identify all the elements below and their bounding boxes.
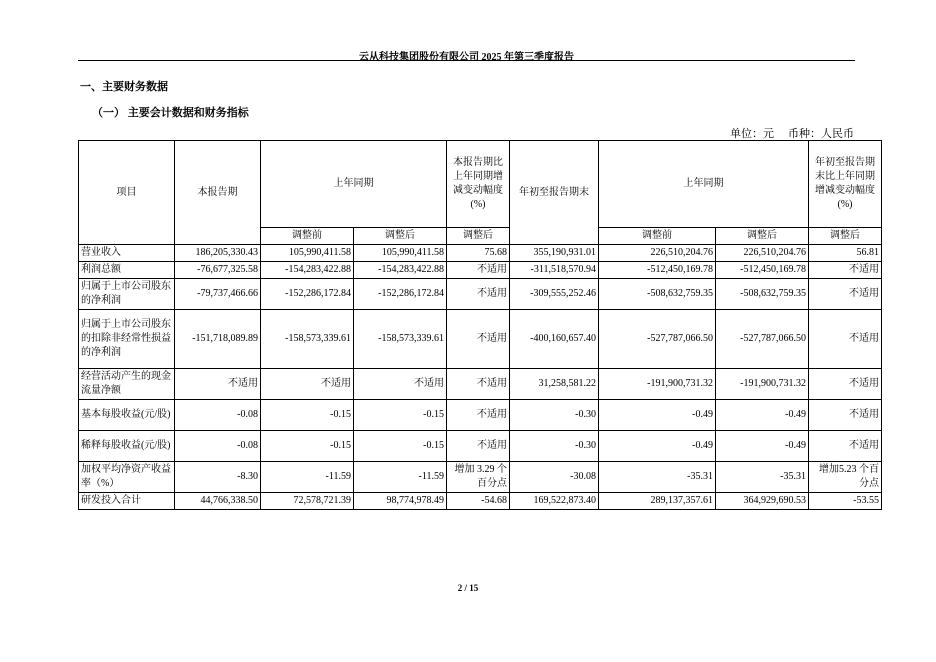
- cell-current: -0.08: [175, 431, 261, 462]
- cell-change: 不适用: [447, 400, 510, 431]
- cell-prior-before-2: -35.31: [599, 462, 716, 493]
- cell-prior-before-2: 226,510,204.76: [599, 245, 716, 262]
- row-label: 经营活动产生的现金流量净额: [79, 369, 175, 400]
- header-prior-year-2: 上年同期: [599, 141, 809, 228]
- cell-prior-after-2: -35.31: [716, 462, 809, 493]
- cell-change: 不适用: [447, 310, 510, 369]
- cell-prior-before-2: 289,137,357.61: [599, 493, 716, 510]
- cell-change-2: 不适用: [809, 279, 882, 310]
- page-number: 2 / 15: [457, 583, 479, 593]
- cell-prior-before: -158,573,339.61: [261, 310, 354, 369]
- cell-current: -8.30: [175, 462, 261, 493]
- cell-current: -151,718,089.89: [175, 310, 261, 369]
- table-row: [79, 369, 882, 400]
- table-row: [79, 279, 882, 310]
- cell-prior-after: -152,286,172.84: [354, 279, 447, 310]
- cell-prior-before: -0.15: [261, 431, 354, 462]
- cell-prior-after: -158,573,339.61: [354, 310, 447, 369]
- row-label: 基本每股收益(元/股): [79, 400, 175, 431]
- cell-prior-after: 105,990,411.58: [354, 245, 447, 262]
- header-after-adj-pct: 调整后: [447, 228, 510, 245]
- cell-ytd: -0.30: [510, 400, 599, 431]
- cell-prior-after-2: -508,632,759.35: [716, 279, 809, 310]
- unit-line: [716, 125, 854, 141]
- cell-prior-after-2: -0.49: [716, 431, 809, 462]
- cell-current: -0.08: [175, 400, 261, 431]
- cell-change: 增加 3.29 个百分点: [447, 462, 510, 493]
- cell-prior-before: 72,578,721.39: [261, 493, 354, 510]
- row-label: 研发投入合计: [79, 493, 175, 510]
- row-label: 利润总额: [79, 262, 175, 279]
- cell-prior-before-2: -508,632,759.35: [599, 279, 716, 310]
- cell-prior-before: 105,990,411.58: [261, 245, 354, 262]
- cell-change-2: 不适用: [809, 400, 882, 431]
- header-before-adj: 调整前: [261, 228, 354, 245]
- cell-current: 44,766,338.50: [175, 493, 261, 510]
- header-after-adj: 调整后: [354, 228, 447, 245]
- row-label: 归属于上市公司股东的扣除非经常性损益的净利润: [79, 310, 175, 369]
- cell-ytd: -30.08: [510, 462, 599, 493]
- table-row: [79, 245, 882, 262]
- cell-ytd: -311,518,570.94: [510, 262, 599, 279]
- financial-data-table: [78, 140, 882, 510]
- header-before-adj-2: 调整前: [599, 228, 716, 245]
- cell-change: 不适用: [447, 369, 510, 400]
- header-change-pct: 本报告期比上年同期增减变动幅度(%): [447, 141, 510, 228]
- currency-label: 币种：人民币: [788, 128, 854, 140]
- cell-change-2: -53.55: [809, 493, 882, 510]
- cell-prior-before: -0.15: [261, 400, 354, 431]
- cell-ytd: -0.30: [510, 431, 599, 462]
- cell-prior-before-2: -0.49: [599, 400, 716, 431]
- header-current-period: 本报告期: [175, 141, 261, 245]
- header-ytd: 年初至报告期末: [510, 141, 599, 245]
- cell-change-2: 56.81: [809, 245, 882, 262]
- table-row: [79, 462, 882, 493]
- cell-prior-after: 98,774,978.49: [354, 493, 447, 510]
- header-prior-year: 上年同期: [261, 141, 447, 228]
- header-ytd-change-pct: 年初至报告期末比上年同期增减变动幅度(%): [809, 141, 882, 228]
- cell-change: 75.68: [447, 245, 510, 262]
- cell-change-2: 不适用: [809, 262, 882, 279]
- cell-prior-before: -154,283,422.88: [261, 262, 354, 279]
- cell-change-2: 不适用: [809, 431, 882, 462]
- cell-change: -54.68: [447, 493, 510, 510]
- row-label: 营业收入: [79, 245, 175, 262]
- page-header: 云从科技集团股份有限公司 2025 年第三季度报告: [359, 52, 574, 63]
- cell-prior-after-2: -512,450,169.78: [716, 262, 809, 279]
- cell-current: -79,737,466.66: [175, 279, 261, 310]
- table-row: [79, 400, 882, 431]
- cell-change-2: 增加5.23 个百分点: [809, 462, 882, 493]
- cell-current: 186,205,330.43: [175, 245, 261, 262]
- cell-prior-before-2: -0.49: [599, 431, 716, 462]
- cell-prior-after-2: 226,510,204.76: [716, 245, 809, 262]
- cell-current: 不适用: [175, 369, 261, 400]
- cell-prior-after: 不适用: [354, 369, 447, 400]
- cell-current: -76,677,325.58: [175, 262, 261, 279]
- cell-ytd: -309,555,252.46: [510, 279, 599, 310]
- unit-label: 单位：元: [730, 128, 774, 140]
- cell-prior-after-2: 364,929,690.53: [716, 493, 809, 510]
- cell-prior-before-2: -527,787,066.50: [599, 310, 716, 369]
- row-label: 加权平均净资产收益率（%）: [79, 462, 175, 493]
- cell-change-2: 不适用: [809, 369, 882, 400]
- cell-change: 不适用: [447, 431, 510, 462]
- header-after-adj-pct-2: 调整后: [809, 228, 882, 245]
- cell-ytd: 31,258,581.22: [510, 369, 599, 400]
- header-row-1: [79, 141, 882, 228]
- cell-prior-after: -0.15: [354, 400, 447, 431]
- row-label: 稀释每股收益(元/股): [79, 431, 175, 462]
- cell-ytd: -400,160,657.40: [510, 310, 599, 369]
- cell-prior-before-2: -512,450,169.78: [599, 262, 716, 279]
- cell-prior-after: -154,283,422.88: [354, 262, 447, 279]
- cell-prior-after: -0.15: [354, 431, 447, 462]
- row-label: 归属于上市公司股东的净利润: [79, 279, 175, 310]
- cell-ytd: 169,522,873.40: [510, 493, 599, 510]
- table-row: [79, 431, 882, 462]
- cell-prior-before-2: -191,900,731.32: [599, 369, 716, 400]
- cell-change-2: 不适用: [809, 310, 882, 369]
- cell-prior-before: 不适用: [261, 369, 354, 400]
- header-item: 项目: [79, 141, 175, 245]
- subsection-title: （一） 主要会计数据和财务指标: [92, 107, 249, 119]
- cell-ytd: 355,190,931.01: [510, 245, 599, 262]
- section-title: 一、主要财务数据: [80, 81, 168, 93]
- header-after-adj-2: 调整后: [716, 228, 809, 245]
- cell-prior-after-2: -0.49: [716, 400, 809, 431]
- table-row: [79, 262, 882, 279]
- cell-prior-before: -152,286,172.84: [261, 279, 354, 310]
- cell-prior-before: -11.59: [261, 462, 354, 493]
- header-rule: [78, 60, 855, 61]
- cell-prior-after: -11.59: [354, 462, 447, 493]
- table-row: [79, 310, 882, 369]
- cell-prior-after-2: -191,900,731.32: [716, 369, 809, 400]
- cell-change: 不适用: [447, 262, 510, 279]
- table-row: [79, 493, 882, 510]
- cell-change: 不适用: [447, 279, 510, 310]
- cell-prior-after-2: -527,787,066.50: [716, 310, 809, 369]
